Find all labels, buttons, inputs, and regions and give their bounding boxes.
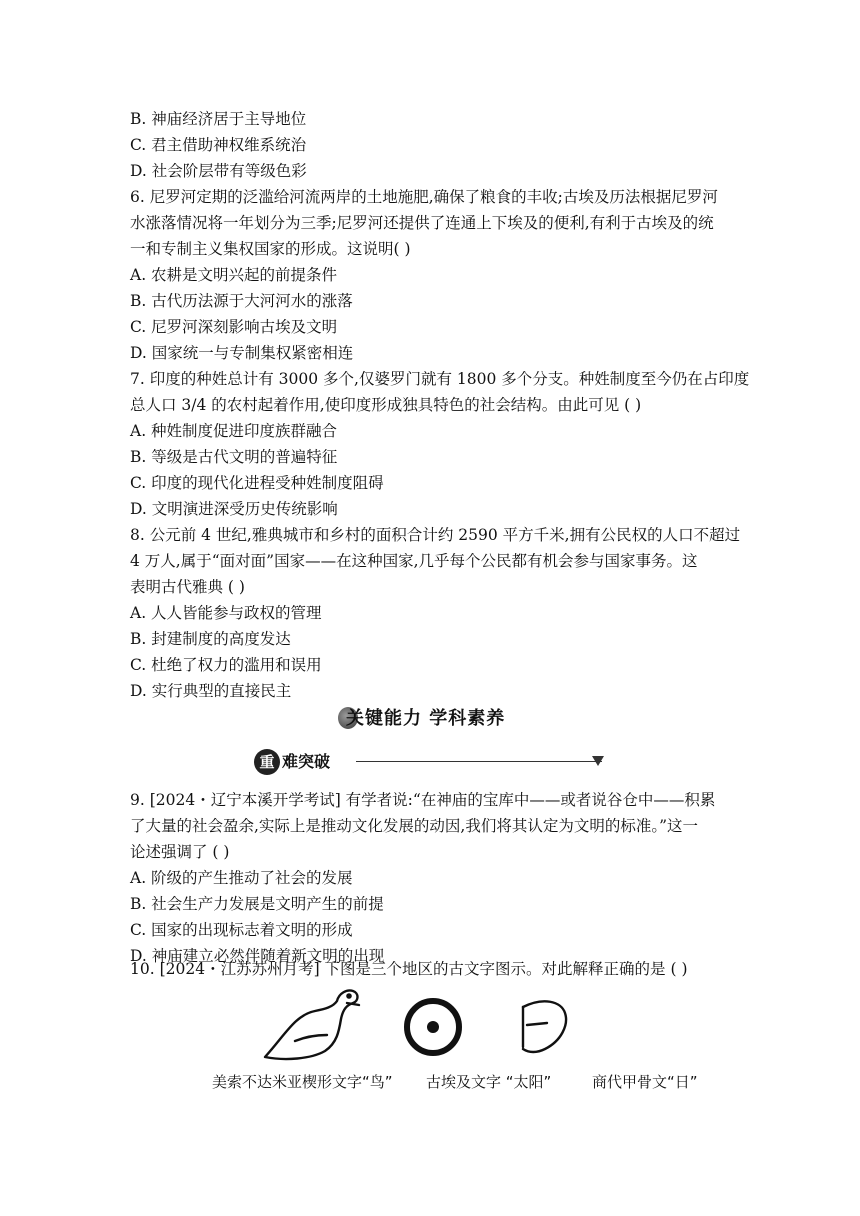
text-line: 7. 印度的种姓总计有 3000 多个,仅婆罗门就有 1800 多个分支。种姓制度至今仍在占印度 — [130, 370, 750, 388]
section-title: 关键能力 学科素养 — [346, 708, 506, 729]
text-line: 6. 尼罗河定期的泛滥给河流两岸的土地施肥,确保了粮食的丰收;古埃及历法根据尼罗河 — [130, 188, 718, 206]
text-line: A. 种姓制度促进印度族群融合 — [130, 422, 338, 440]
text-line: A. 人人皆能参与政权的管理 — [130, 604, 322, 622]
text-line: B. 等级是古代文明的普遍特征 — [130, 448, 338, 466]
text-line: C. 印度的现代化进程受种姓制度阻碍 — [130, 474, 384, 492]
text-line: B. 古代历法源于大河河水的涨落 — [130, 292, 353, 310]
text-line: D. 神庙建立必然伴随着新文明的出现 — [130, 947, 385, 965]
sun-glyph-icon — [407, 1001, 459, 1053]
ri-glyph-icon — [523, 1001, 566, 1052]
text-line: 水涨落情况将一年划分为三季;尼罗河还提供了连通上下埃及的便利,有利于古埃及的统 — [130, 214, 714, 232]
text-line: 总人口 3/4 的农村起着作用,使印度形成独具特色的社会结构。由此可见 ( ) — [130, 396, 642, 414]
text-line: C. 国家的出现标志着文明的形成 — [130, 921, 353, 939]
divider-rule — [356, 761, 602, 762]
subsection-label: 难突破 — [282, 752, 331, 771]
text-line: D. 国家统一与专制集权紧密相连 — [130, 344, 354, 362]
text-line: B. 封建制度的高度发达 — [130, 630, 291, 648]
text-line: 论述强调了 ( ) — [130, 843, 230, 861]
text-line: B. 社会生产力发展是文明产生的前提 — [130, 895, 384, 913]
text-line: C. 君主借助神权维系统治 — [130, 136, 307, 154]
subsection-badge: 重 — [254, 749, 280, 775]
caption-oracle-bone-ri: 商代甲骨文“日” — [592, 1073, 698, 1091]
text-line: A. 农耕是文明兴起的前提条件 — [130, 266, 338, 284]
arrow-down-icon — [592, 756, 604, 766]
subsection-heading — [254, 749, 610, 777]
text-line: 表明古代雅典 ( ) — [130, 578, 245, 596]
text-line: 10. [2024・江苏苏州月考] 下图是三个地区的古文字图示。对此解释正确的是 ( ) — [130, 960, 688, 978]
text-line: B. 神庙经济居于主导地位 — [130, 110, 307, 128]
text-line: C. 杜绝了权力的滥用和误用 — [130, 656, 322, 674]
section-banner — [338, 704, 538, 734]
text-line: 了大量的社会盈余,实际上是推动文化发展的动因,我们将其认定为文明的标准。”这一 — [130, 817, 699, 835]
bird-glyph-icon — [265, 990, 359, 1059]
text-line: D. 文明演进深受历史传统影响 — [130, 500, 338, 518]
text-line: 8. 公元前 4 世纪,雅典城市和乡村的面积合计约 2590 平方千米,拥有公民权的人口不超过 — [130, 526, 741, 544]
text-line: D. 社会阶层带有等级色彩 — [130, 162, 307, 180]
text-line: 一和专制主义集权国家的形成。这说明( ) — [130, 240, 411, 258]
text-line: 4 万人,属于“面对面”国家——在这种国家,几乎每个公民都有机会参与国家事务。这 — [130, 552, 698, 570]
ancient-scripts-figure — [255, 985, 600, 1065]
text-line: A. 阶级的产生推动了社会的发展 — [130, 869, 353, 887]
caption-cuneiform-bird: 美索不达米亚楔形文字“鸟” — [212, 1073, 393, 1091]
text-line: 9. [2024・辽宁本溪开学考试] 有学者说:“在神庙的宝库中——或者说谷仓中——积累 — [130, 791, 716, 809]
caption-egyptian-sun: 古埃及文字 “太阳” — [426, 1073, 552, 1091]
text-line: D. 实行典型的直接民主 — [130, 682, 292, 700]
text-line: C. 尼罗河深刻影响古埃及文明 — [130, 318, 338, 336]
